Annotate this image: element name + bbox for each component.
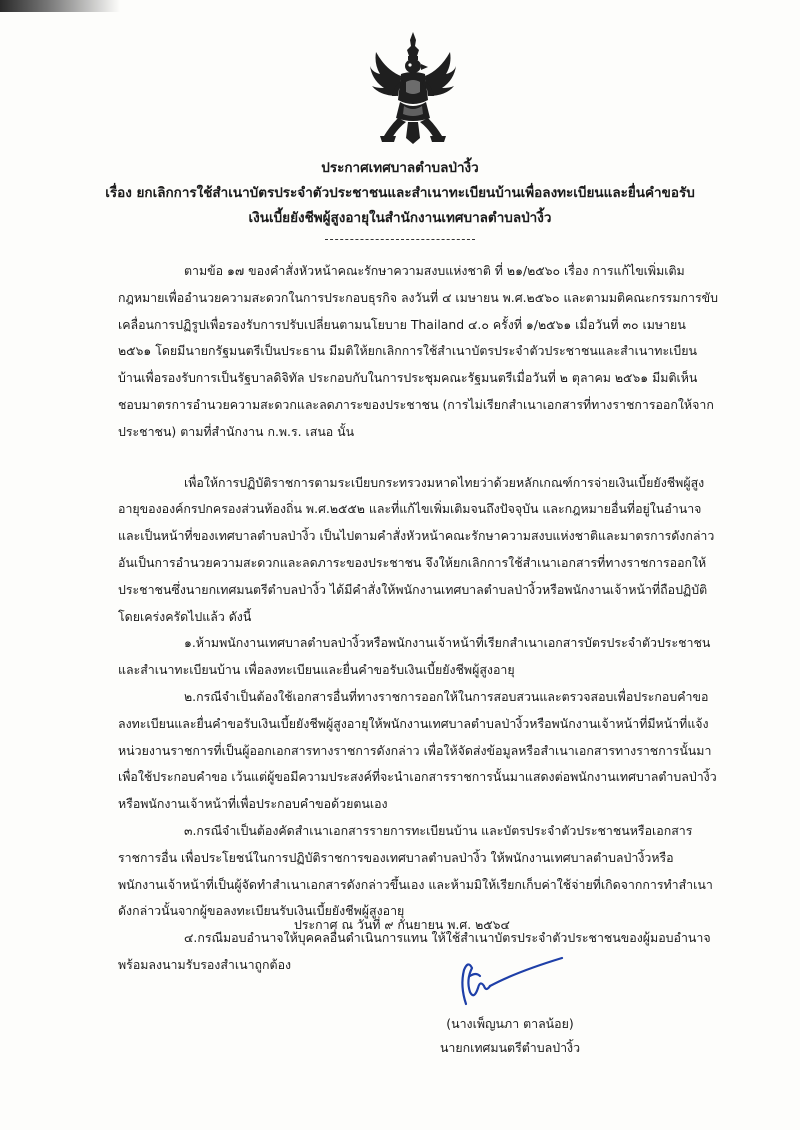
announcement-title: ประกาศเทศบาลตำบลป่างิ้ว [321, 160, 479, 176]
scan-shadow [0, 0, 120, 12]
paragraph-1: ตามข้อ ๑๗ ของคำสั่งหัวหน้าคณะรักษาความสงบแห่งชาติ ที่ ๒๑/๒๕๖๐ เรื่อง การแก้ไขเพิ่มเติมกฎหมายเพื่ออำนวยความสะดวกในการประกอบธุรกิจ ลงวันที่ ๔ เมษายน พ.ศ.๒๕๖๐ และตามมติคณะกรรมการขับเคลื่อนการปฏิรูปเพื่อรองรับการปรับเปลี่ยนตามนโยบาย Thailand ๔.๐ ครั้งที่ ๑/๒๕๖๑ เมื่อวันที่ ๓๐ เมษายน ๒๕๖๑ โดยมีนายกรัฐมนตรีเป็นประธาน มีมติให้ยกเลิกการใช้สำเนาบัตรประจำตัวประชาชนและสำเนาทะเบียนบ้านเพื่อรองรับการเป็นรัฐบาลดิจิทัล ประกอบกับในการประชุมคณะรัฐมนตรีเมื่อวันที่ ๒ ตุลาคม ๒๕๖๑ มีมติเห็นชอบมาตรการอำนวยความสะดวกและลดภาระของประชาชน (การไม่เรียกสำเนาเอกสารที่ทางราชการออกให้จากประชาชน) ตามที่สำนักงาน ก.พ.ร. เสนอ นั้น [118, 263, 718, 439]
paragraph-2: เพื่อให้การปฏิบัติราชการตามระเบียบกระทรวงมหาดไทยว่าด้วยหลักเกณฑ์การจ่ายเงินเบี้ยยังชีพผู้สูงอายุขององค์กรปกครองส่วนท้องถิ่น พ.ศ.๒๕๕๒ และที่แก้ไขเพิ่มเติมจนถึงปัจจุบัน และกฎหมายอื่นที่อยู่ในอำนาจและเป็นหน้าที่ของเทศบาลตำบลป่างิ้ว เป็นไปตามคำสั่งหัวหน้าคณะรักษาความสงบแห่งชาติและมาตรการดังกล่าวอันเป็นการอำนวยความสะดวกและลดภาระของประชาชน จึงให้ยกเลิกการใช้สำเนาเอกสารที่ทางราชการออกให้ประชาชนซึ่งนายกเทศมนตรีตำบลป่างิ้ว ได้มีคำสั่งให้พนักงานเทศบาลตำบลป่างิ้วหรือพนักงานเจ้าหน้าที่ถือปฏิบัติโดยเคร่งครัดไปแล้ว ดังนี้ [118, 474, 715, 624]
signer-position: นายกเทศมนตรีตำบลป่างิ้ว [439, 1040, 581, 1055]
paragraph-gap [118, 446, 718, 470]
heading-divider [325, 239, 475, 240]
list-item-1: ๑.ห้ามพนักงานเทศบาลตำบลป่างิ้วหรือพนักงานเจ้าหน้าที่เรียกสำเนาเอกสารบัตรประจำตัวประชาชนและสำเนาทะเบียนบ้าน เพื่อลงทะเบียนและยื่นคำขอรับเงินเบี้ยยังชีพผู้สูงอายุ [118, 635, 711, 678]
announcement-body [118, 258, 718, 979]
signer-block [400, 1012, 620, 1060]
signer-name: (นางเพ็ญนภา ตาลน้อย) [446, 1016, 574, 1031]
garuda-emblem-icon [368, 30, 458, 148]
subject-line-1: เรื่อง ยกเลิกการใช้สำเนาบัตรประจำตัวประชาชนและสำเนาทะเบียนบ้านเพื่อลงทะเบียนและยื่นคำขอรับ [105, 185, 695, 201]
list-item-4: ๔.กรณีมอบอำนาจให้บุคคลอื่นดำเนินการแทน ให้ใช้สำเนาบัตรประจำตัวประชาชนของผู้มอบอำนาจพร้อมลงนามรับรองสำเนาถูกต้อง [118, 930, 711, 972]
handwritten-signature [446, 946, 566, 1010]
subject-line-2: เงินเบี้ยยังชีพผู้สูงอายุในสำนักงานเทศบาลตำบลป่างิ้ว [248, 210, 552, 226]
announcement-date: ประกาศ ณ วันที่ ๙ กันยายน พ.ศ. ๒๕๖๔ [294, 917, 510, 932]
announcement-heading [80, 156, 720, 240]
list-item-3: ๓.กรณีจำเป็นต้องคัดสำเนาเอกสารรายการทะเบียนบ้าน และบัตรประจำตัวประชาชนหรือเอกสารราชการอื่น เพื่อประโยชน์ในการปฏิบัติราชการของเทศบาลตำบลป่างิ้ว ให้พนักงานเทศบาลตำบลป่างิ้วหรือพนักงานเจ้าหน้าที่เป็นผู้จัดทำสำเนาเอกสารดังกล่าวขึ้นเอง และห้ามมิให้เรียกเก็บค่าใช้จ่ายที่เกิดจากการทำสำเนาดังกล่าวนั้นจากผู้ขอลงทะเบียนรับเงินเบี้ยยังชีพผู้สูงอายุ [118, 822, 713, 919]
list-item-2: ๒.กรณีจำเป็นต้องใช้เอกสารอื่นที่ทางราชการออกให้ในการสอบสวนและตรวจสอบเพื่อประกอบคำขอลงทะเบียนและยื่นคำขอรับเงินเบี้ยยังชีพผู้สูงอายุให้พนักงานเทศบาลตำบลป่างิ้วหรือพนักงานเจ้าหน้าที่มีหน้าที่แจ้งหน่วยงานราชการที่เป็นผู้ออกเอกสารทางราชการดังกล่าว เพื่อให้จัดส่งข้อมูลหรือสำเนาเอกสารทางราชการนั้นมาเพื่อใช้ประกอบคำขอ เว้นแต่ผู้ขอมีความประสงค์ที่จะนำเอกสารราชการนั้นมาแสดงต่อพนักงานเทศบาลตำบลป่างิ้วหรือพนักงานเจ้าหน้าที่เพื่อประกอบคำขอด้วยตนเอง [118, 688, 717, 812]
